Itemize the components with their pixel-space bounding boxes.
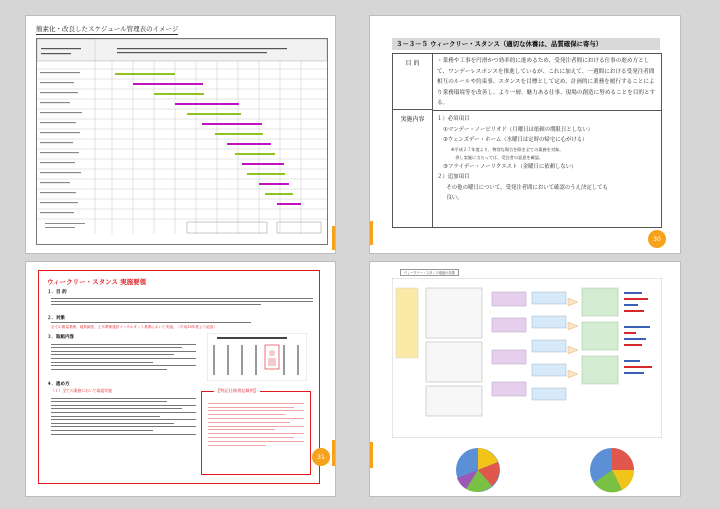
- section-2-line: [51, 322, 251, 323]
- purpose-label: 目 的: [393, 54, 433, 110]
- page-3-accent-bar: [332, 440, 335, 466]
- effects-diagram: [392, 278, 662, 438]
- section-2: ２．対象: [47, 316, 65, 321]
- section-2-red: 全ての測量業務、地質調査、土木関係建設コンサルタント業務において実施。（平成29年度より追加）: [51, 325, 217, 329]
- spec-box-title: 【特記仕様書記載例】: [216, 388, 258, 393]
- content-note: ※平成２７年度より、物別な場合を除き全ての業務を対象。: [451, 146, 564, 152]
- page-3-frame: [38, 270, 320, 484]
- content-note: 併し実施に当たっては、受注者の意思を確認。: [451, 154, 544, 160]
- section-1: １．目 的: [47, 290, 67, 295]
- page-1-title: 簡素化・改良したスケジュール管理表のイメージ: [36, 25, 179, 33]
- content-item: １）必須項目: [437, 116, 470, 122]
- purpose-text: ・業務や工事を円滑かつ効率的に進めるため、受発注者間における仕事の進め方として、ワンデーレスポンスを推進しているが、これに加えて、一週間における受発注者間相互のルールや約束事、スタンスを目標として定め、計画的に業務を履行することにより業務環境等を改善し、より一層、魅力ある仕事、現場の創造に努めることを目的とする。: [437, 58, 656, 107]
- content-label: 実施内容: [393, 110, 433, 227]
- spec-box: [201, 388, 311, 475]
- stance-table: [392, 53, 662, 228]
- purpose-row-divider: [433, 110, 661, 111]
- document-page-3: [26, 262, 335, 496]
- document-page-4: [370, 262, 680, 496]
- page-3-number: 31: [312, 448, 330, 466]
- content-item: ②ウェンズデー・ホーム（水曜日は定時の帰宅に心がける）: [443, 137, 588, 143]
- pie-chart-right: [582, 440, 642, 500]
- document-page-1: [26, 16, 335, 253]
- section-3: ３．取組内容: [47, 335, 74, 340]
- content-item: ２）追加項目: [437, 174, 470, 180]
- schedule-grid: [37, 39, 327, 244]
- section-4-text: [51, 395, 196, 437]
- content-item: ①マンデー・ノーピリオド（月曜日は依頼の期限日としない）: [443, 126, 594, 133]
- pie-chart-left: [448, 440, 508, 500]
- content-list: [437, 114, 659, 204]
- page-2-number: 30: [648, 230, 666, 248]
- page-4-title: ウィークリー・スタンス取組の効果: [400, 269, 459, 276]
- content-item: その他の曜日について、受発注者間において確認のうえ決定しても: [441, 184, 608, 191]
- section-3-text: [51, 341, 196, 372]
- page-2-accent-bar: [370, 221, 373, 245]
- section-4-red: （１）全ての業務において取組実施: [51, 388, 112, 393]
- content-item: ③フライデー・ノーリクエスト（金曜日に依頼しない）: [443, 163, 577, 170]
- calendar-figure: [207, 333, 307, 381]
- section-4: ４．進め方: [47, 382, 70, 387]
- document-page-2: [370, 16, 680, 253]
- content-item: 良い。: [441, 195, 463, 201]
- page-2-heading: ３－３－５ ウィークリー・スタンス（適切な休養は、品質確保に寄与）: [392, 38, 660, 50]
- page-4-accent-bar: [370, 442, 373, 468]
- page-3-title: ウィークリー・スタンス 実施要領: [47, 278, 147, 286]
- schedule-sheet: [36, 38, 328, 245]
- section-1-text: [51, 296, 313, 307]
- page-1-accent-bar: [332, 226, 335, 250]
